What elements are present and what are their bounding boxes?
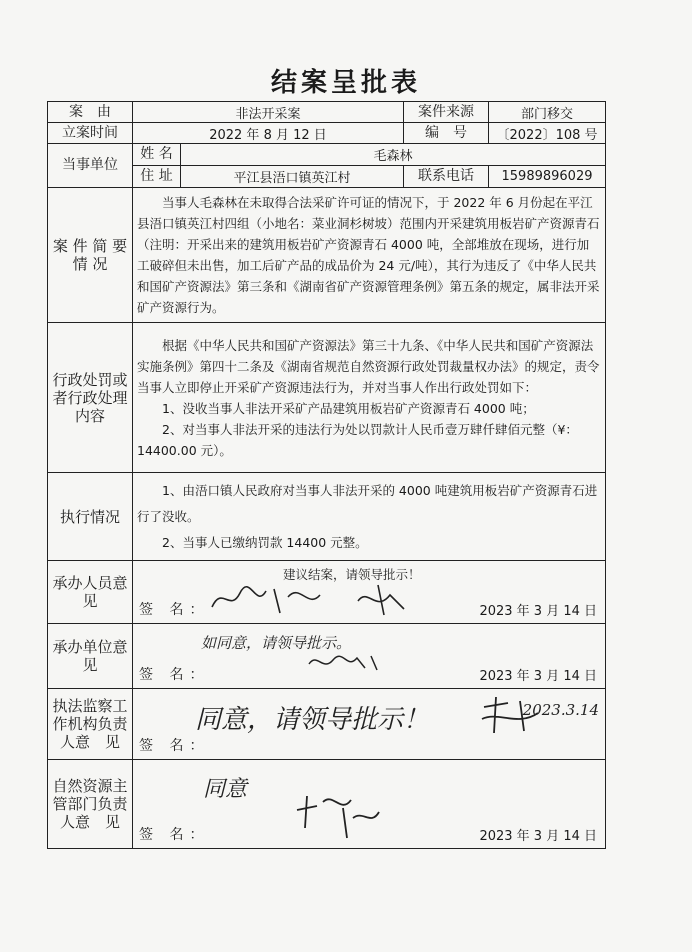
source-label: 案件来源 <box>404 102 489 123</box>
supervision-handwritten-opinion: 同意，请领导批示！ <box>195 705 430 735</box>
phone-label: 联系电话 <box>404 166 489 188</box>
execution-content <box>133 473 606 561</box>
party-label: 当事单位 <box>48 144 133 188</box>
penalty-label: 行政处罚或者行政处理内容 <box>48 323 133 473</box>
director-signature <box>293 788 383 842</box>
form-title: 结案呈批表 <box>270 68 421 98</box>
execution-paragraph-1: 1、由浯口镇人民政府对当事人非法开采的 4000 吨建筑用板岩矿产资源青石进行了没收。 <box>137 482 598 524</box>
case-closure-form <box>47 101 606 849</box>
officer-sign-date: 2023 年 3 月 14 日 <box>479 604 598 619</box>
director-opinion-cell <box>133 760 606 849</box>
unit-opinion-cell <box>133 624 606 689</box>
supervision-sign-date: 2023.3.14 <box>522 701 600 719</box>
name-label: 姓 名 <box>133 144 181 166</box>
filed-time-value: 2022 年 8 月 12 日 <box>133 123 404 144</box>
unit-opinion-label: 承办单位意 见 <box>48 624 133 689</box>
filed-time-label: 立案时间 <box>48 123 133 144</box>
officer-sign-label: 签 名： <box>139 602 210 618</box>
unit-sign-label: 签 名： <box>139 667 210 683</box>
phone-value: 15989896029 <box>489 166 606 188</box>
penalty-paragraph-2: 1、没收当事人非法开采矿产品建筑用板岩矿产资源青石 4000 吨； <box>162 400 535 416</box>
cause-label: 案 由 <box>48 102 133 123</box>
officer-signature <box>208 579 428 619</box>
director-handwritten-opinion: 同意 <box>203 777 248 802</box>
unit-sign-date: 2023 年 3 月 14 日 <box>479 669 598 684</box>
director-opinion-label: 自然资源主管部门负责人意 见 <box>48 760 133 849</box>
execution-label: 执行情况 <box>48 473 133 561</box>
unit-handwritten-opinion: 如同意，请领导批示。 <box>201 634 352 652</box>
name-value: 毛森林 <box>181 144 606 166</box>
address-value: 平江县浯口镇英江村 <box>181 166 404 188</box>
unit-signature <box>305 650 385 674</box>
penalty-paragraph-1: 根据《中华人民共和国矿产资源法》第三十九条、《中华人民共和国矿产资源法实施条例》第四十二条及《湖南省规范自然资源行政处罚裁量权办法》的规定，责令当事人立即停止开采矿产资源违法行为，并对当事人作出行政处罚如下： <box>137 337 600 395</box>
case-number-label: 编 号 <box>404 123 489 144</box>
supervision-sign-label: 签 名： <box>139 738 210 754</box>
case-summary-text <box>133 188 606 323</box>
case-summary-paragraph: 当事人毛森林在未取得合法采矿许可证的情况下，于 2022 年 6 月份起在平江县浯口镇英江村四组（小地名：菜业洞杉树坡）范围内开采建筑用板岩矿产资源青石（注明：开采出来的建筑用板岩矿产资源青石 4000 吨，全部堆放在现场，进行加工破碎但未出售，加工后矿产品的成品价为 24 元/吨），其行为违反了《中华人民共和国矿产资源法》第三条和《湖南省矿产资源管理条例》第五条的规定，属非法开采矿产资源行为。 <box>137 195 600 315</box>
officer-opinion-label: 承办人员意 见 <box>48 561 133 624</box>
penalty-paragraph-3: 2、对当事人非法开采的违法行为处以罚款计人民币壹万肆仟肆佰元整（¥：14400.00 元）。 <box>137 421 578 458</box>
supervision-opinion-cell <box>133 689 606 760</box>
execution-paragraph-2: 2、当事人已缴纳罚款 14400 元整。 <box>162 534 368 550</box>
director-sign-date: 2023 年 3 月 14 日 <box>479 829 598 844</box>
case-summary-label: 案 件 简 要 情 况 <box>48 188 133 323</box>
director-sign-label: 签 名： <box>139 827 210 843</box>
officer-advice-text: 建议结案，请领导批示！ <box>283 567 421 582</box>
cause-value: 非法开采案 <box>133 102 404 123</box>
supervision-opinion-label: 执法监察工作机构负责人意 见 <box>48 689 133 760</box>
penalty-content <box>133 323 606 473</box>
officer-opinion-cell <box>133 561 606 624</box>
case-number-value: 〔2022〕108 号 <box>489 123 606 144</box>
source-value: 部门移交 <box>489 102 606 123</box>
address-label: 住 址 <box>133 166 181 188</box>
